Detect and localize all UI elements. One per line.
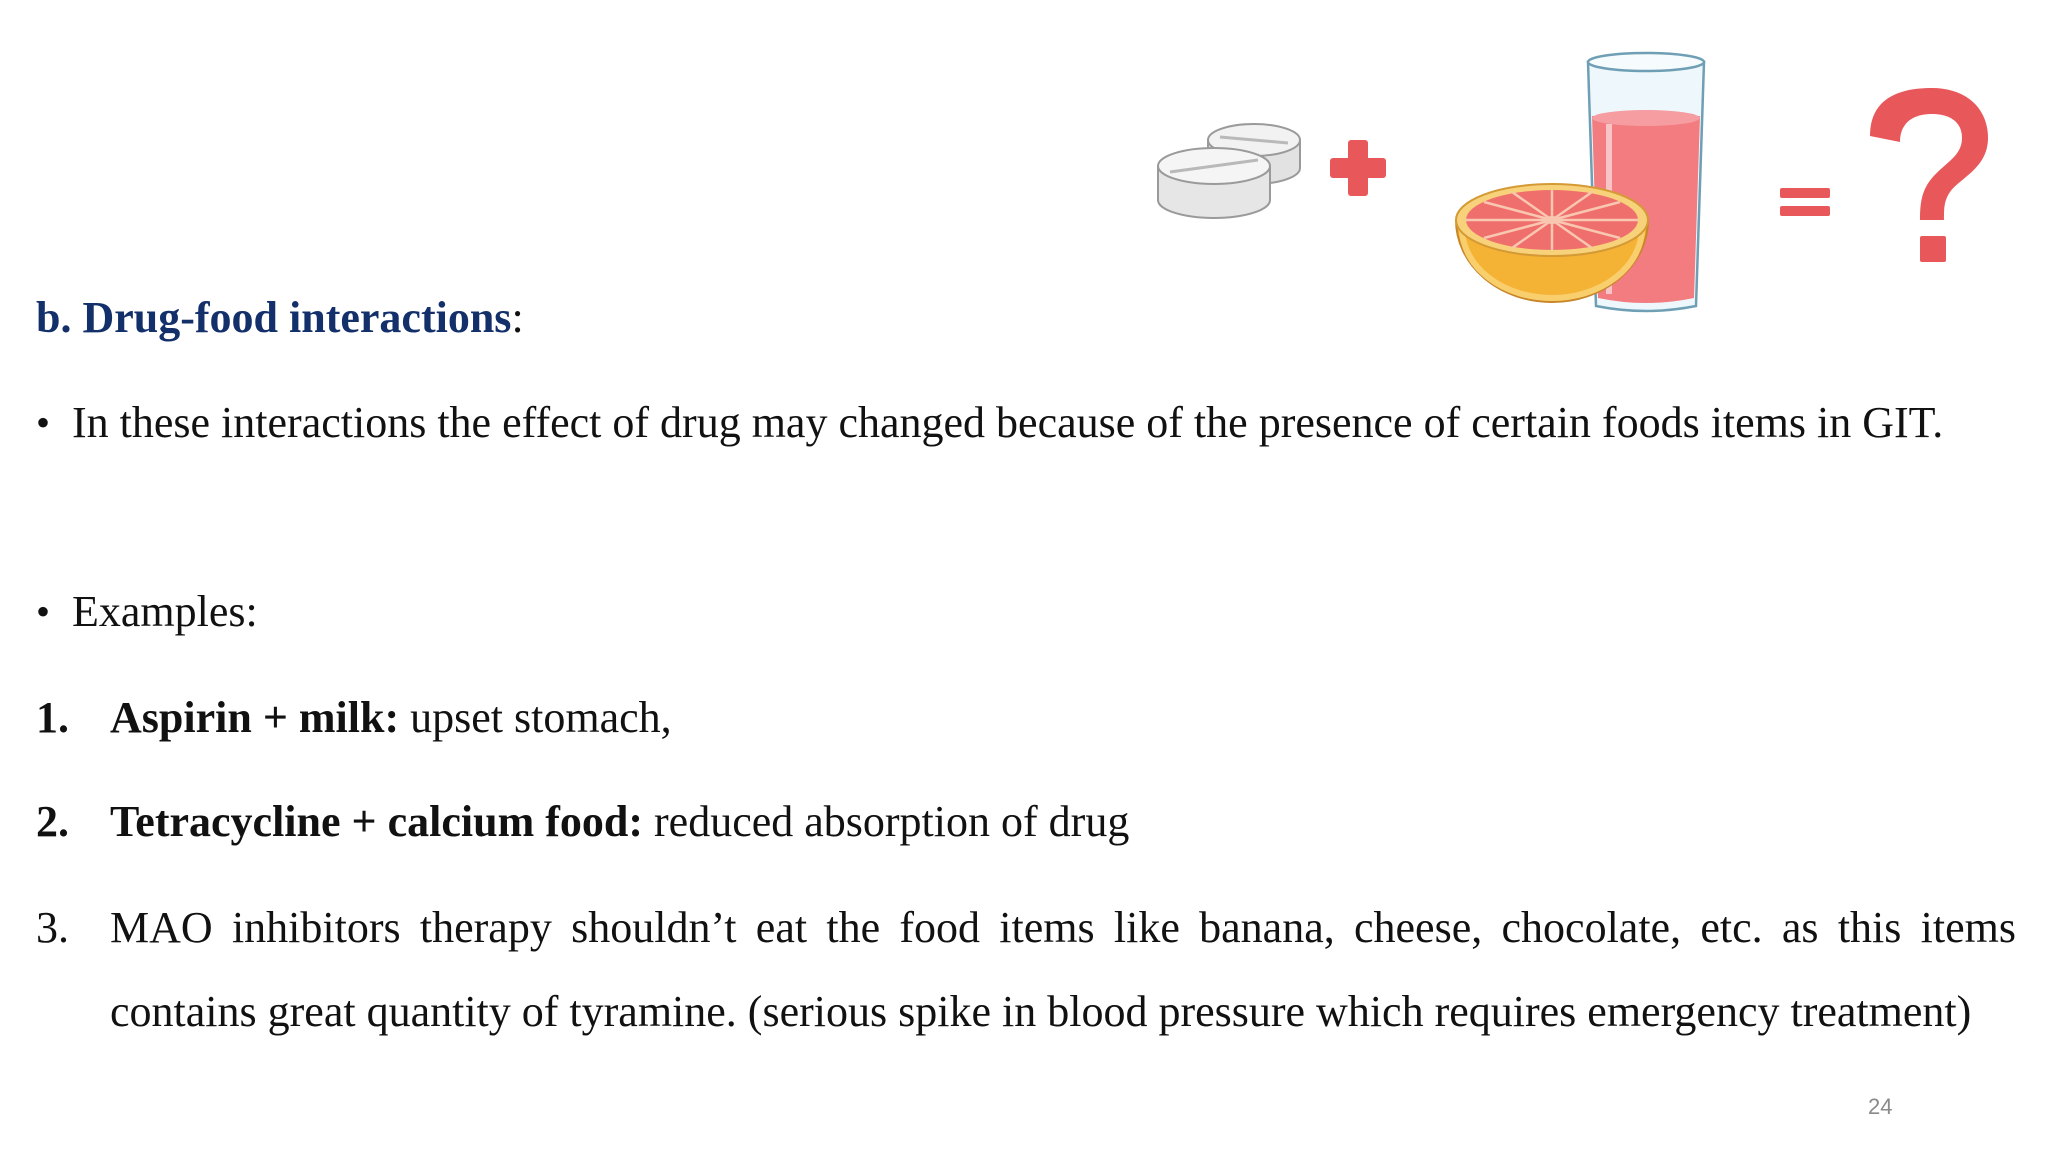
equals-icon [1780,188,1830,216]
example-text [110,780,2016,864]
example-bold-text: Aspirin + milk: [110,693,400,742]
section-heading [36,288,524,348]
example-plain-text: reduced absorption of drug [643,797,1130,846]
bullet-item-examples [36,570,2016,654]
bullet-text: In these interactions the effect of drug may changed because of the presence of certain foods items in GIT. [72,398,1944,447]
example-plain-text: upset stomach, [399,693,672,742]
example-item-2 [36,780,2016,864]
example-bold-text: Tetracycline + calcium food: [110,797,644,846]
pills-icon [1158,124,1300,218]
example-plain-text: MAO inhibitors therapy shouldn’t eat the food items like banana, cheese, chocolate, etc. as this items contains great quantity of tyramine. (serious spike in blood pressure which requires emergency treatment) [110,903,2016,1036]
bullet-item-interactions [36,381,2016,465]
example-text [110,676,2016,760]
example-item-3 [36,886,2016,1054]
example-text [110,886,2016,1054]
example-number: 1. [36,693,69,742]
bullet-dot: • [36,589,51,634]
example-number: 3. [36,903,69,952]
bullet-text: Examples: [72,587,258,636]
question-mark-icon [1870,88,1988,262]
example-number: 2. [36,797,69,846]
section-heading-label: b. Drug-food interactions [36,293,512,342]
page-number: 24 [1868,1094,1893,1119]
plus-icon [1330,140,1386,196]
example-item-1 [36,676,2016,760]
bullet-dot: • [36,400,51,445]
drug-food-illustration [1140,44,2020,334]
section-heading-colon: : [511,293,524,342]
